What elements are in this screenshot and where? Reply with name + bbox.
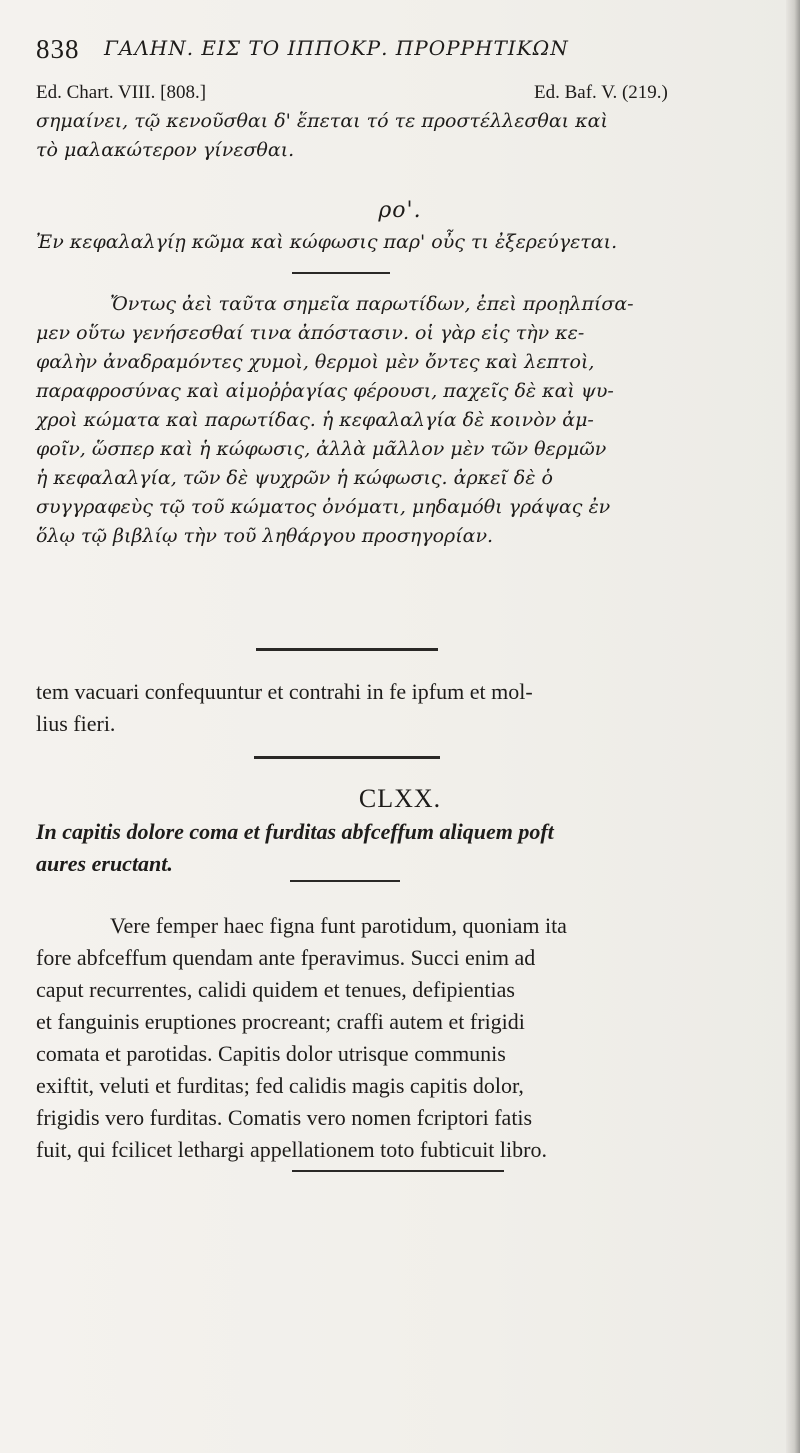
greek-intro-text [36,107,756,165]
text-line: lius fieri. [36,711,116,736]
aphorism-line: Ἐν κεφαλαλγίῃ κῶμα καὶ κώφωσις παρ' οὖς τι ἐξερεύγεται. [36,231,618,253]
text-line: et fanguinis eruptiones procreant; craffi autem et frigidi [36,1009,525,1034]
text-line: Vere femper haec figna funt parotidum, quoniam ita [110,913,567,938]
chartier-reference: Ed. Chart. VIII. [808.] [36,82,207,103]
text-line: συγγραφεὺς τῷ τοῦ κώματος ὀνόματι, μηδαμόθι γράψας ἐν [36,496,611,518]
latin-intro-text [36,676,756,740]
text-line: ἡ κεφαλαλγία, τῶν δὲ ψυχρῶν ἡ κώφωσις. ἀρκεῖ δὲ ὁ [36,467,553,489]
text-line: comata et parotidas. Capitis dolor utrisque communis [36,1041,506,1066]
text-line: σημαίνει, τῷ κενοῦσθαι δ' ἕπεται τό τε προστέλλεσθαι καὶ [36,110,608,132]
latin-section-number: CLXX. [358,784,442,813]
text-line: φοῖν, ὥσπερ καὶ ἡ κώφωσις, ἀλλὰ μᾶλλον μὲν τῶν θερμῶν [36,438,607,460]
page-header [36,34,736,70]
text-line: τὸ μαλακώτερον γίνεσθαι. [36,139,295,161]
section-divider [292,272,390,274]
edition-references [36,82,756,108]
page-number: 838 [36,34,80,64]
text-line: ὅλῳ τῷ βιβλίῳ τὴν τοῦ ληθάργου προσηγορίαν. [36,525,494,547]
running-title: ΓΑΛΗΝ. ΕΙΣ ΤΟ ΙΠΠΟΚΡ. ΠΡΟΡΡΗΤΙΚΩΝ [104,36,569,60]
text-line: παραφροσύνας καὶ αἱμοῤῥαγίας φέρουσι, παχεῖς δὲ καὶ ψυ- [36,380,614,402]
aphorism-line: In capitis dolore coma et furditas abfceffum aliquem poft [36,819,554,844]
aphorism-line: aures eructant. [36,851,173,876]
text-line: fuit, qui fcilicet lethargi appellationem toto fubticuit libro. [36,1137,547,1162]
text-line: φαλὴν ἀναδραμόντες χυμοὶ, θερμοὶ μὲν ὄντες καὶ λεπτοὶ, [36,351,595,373]
section-divider [290,880,400,882]
greek-aphorism [36,228,756,257]
basel-reference: Ed. Baf. V. (219.) [534,82,668,103]
text-line: μεν οὕτω γενήσεσθαί τινα ἀπόστασιν. οἱ γὰρ εἰς τὴν κε- [36,322,585,344]
text-line: χροὶ κώματα καὶ παρωτίδας. ἡ κεφαλαλγία δὲ κοινὸν ἀμ- [36,409,594,431]
text-line: exiftit, veluti et furditas; fed calidis magis capitis dolor, [36,1073,524,1098]
text-line: tem vacuari confequuntur et contrahi in fe ipfum et mol- [36,679,533,704]
text-line: Ὄντως ἀεὶ ταῦτα σημεῖα παρωτίδων, ἐπεὶ προῃλπίσα- [110,293,634,315]
latin-commentary [36,910,756,1166]
greek-section-number: ρο'. [378,198,422,223]
section-divider [254,756,440,759]
text-line: frigidis vero furditas. Comatis vero nomen fcriptori fatis [36,1105,533,1130]
latin-aphorism [36,816,756,880]
text-line: fore abfceffum quendam ante fperavimus. Succi enim ad [36,945,536,970]
section-divider [292,1170,504,1172]
column-divider [256,648,438,651]
greek-commentary [36,290,756,551]
text-line: caput recurrentes, calidi quidem et tenues, defipientias [36,977,515,1002]
